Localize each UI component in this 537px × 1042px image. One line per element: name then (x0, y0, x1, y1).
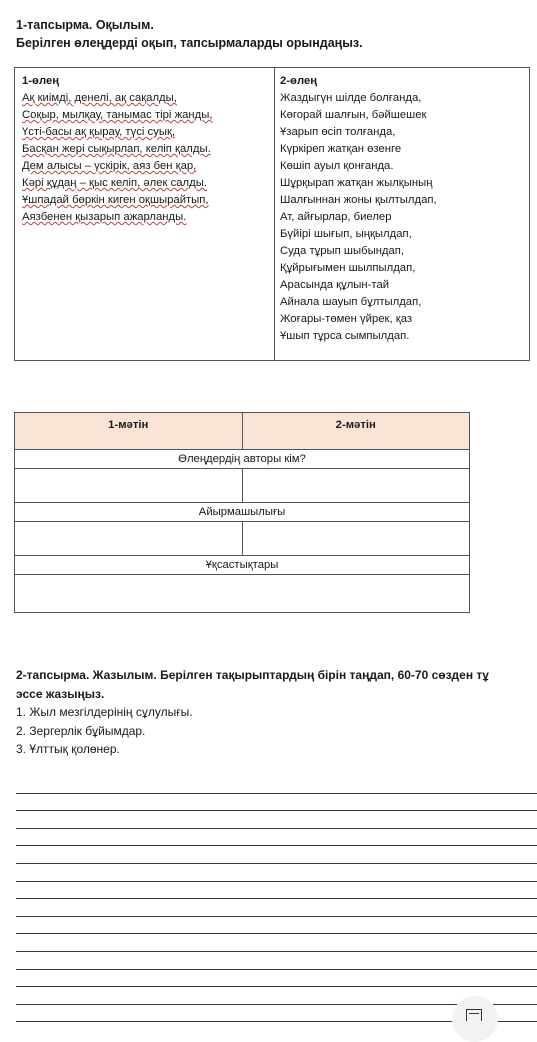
row-label-differences: Айырмашылығы (15, 503, 469, 522)
answer-line[interactable] (16, 934, 537, 952)
poem-1-line: Басқан жері сықырлап, келіп қалды. (22, 143, 211, 155)
answer-lines[interactable] (16, 776, 537, 1022)
answer-cell-text-2[interactable] (242, 522, 470, 555)
answer-line[interactable] (16, 882, 537, 900)
poem-2-line: Айнала шауып бұлтылдап, (280, 296, 422, 308)
poem-2-line: Ұшып тұрса сымпылдап. (280, 330, 410, 342)
poem-2-line: Күркіреп жатқан өзенге (280, 143, 402, 155)
answer-line[interactable] (16, 864, 537, 882)
poems-table (14, 67, 530, 361)
poems-divider (274, 68, 275, 360)
document-glyph-icon (466, 1009, 482, 1021)
poem-2-line: Құйрығымен шылпылдап, (280, 262, 416, 274)
poem-1-line: Ақ киімді, денелі, ақ сақалды, (22, 92, 177, 104)
poem-2-title: 2-өлең (280, 75, 318, 87)
task1-title: 1-тапсырма. Оқылым. (16, 18, 154, 32)
answer-cell-text-1[interactable] (15, 522, 242, 555)
answer-line[interactable] (16, 794, 537, 812)
poem-2-line: Ұзарып өсіп толғанда, (280, 126, 396, 138)
similarities-answer-row[interactable] (15, 575, 469, 612)
poem-2-line: Суда тұрып шыбындап, (280, 245, 405, 257)
document-icon[interactable] (452, 996, 498, 1042)
poem-2 (280, 73, 528, 345)
answer-line[interactable] (16, 970, 537, 988)
task1-instruction: Берілген өлеңдерді оқып, тапсырмаларды орындаңыз. (16, 36, 363, 50)
answer-line[interactable] (16, 917, 537, 935)
task2-title: 2-тапсырма. Жазылым. Берілген тақырыптардың бірін таңдап, 60-70 сөзден тұ (16, 668, 489, 682)
poem-1-line: Кәрі құдаң – қыс келіп, әлек салды. (22, 177, 207, 189)
poem-2-line: Жаздыгүн шілде болғанда, (280, 92, 422, 104)
answer-line[interactable] (16, 829, 537, 847)
task2-block (16, 666, 489, 759)
poem-1-line: Аязбенен қызарып ажарланды. (22, 211, 187, 223)
poem-1-line: Соқыр, мылқау, танымас тірі жанды, (22, 109, 213, 121)
row-label-similarities: Ұқсастықтары (15, 556, 469, 575)
topic-item: 1. Жыл мезгілдерінің сұлулығы. (16, 705, 193, 719)
col-header-text-2: 2-мәтін (242, 413, 470, 449)
answer-line[interactable] (16, 899, 537, 917)
comparison-header-row (15, 413, 469, 450)
answer-cell-text-2[interactable] (242, 469, 470, 502)
topic-item: 3. Ұлттық қолөнер. (16, 742, 120, 756)
poem-2-line: Шұрқырап жатқан жылқының (280, 177, 433, 189)
task1-header (16, 16, 363, 52)
poem-2-line: Бүйірі шығып, ыңқылдап, (280, 228, 412, 240)
poem-1 (22, 73, 270, 226)
answer-line[interactable] (16, 846, 537, 864)
poem-2-line: Ат, айғырлар, биелер (280, 211, 392, 223)
poem-1-line: Үсті-басы ақ қырау, түсі суық, (22, 126, 176, 138)
answer-line[interactable] (16, 952, 537, 970)
poem-1-title: 1-өлең (22, 75, 60, 87)
answer-line[interactable] (16, 776, 537, 794)
authors-answer-row (15, 469, 469, 503)
poem-2-line: Шалғыннан жоны қылтылдап, (280, 194, 437, 206)
poem-2-line: Арасында құлын-тай (280, 279, 390, 291)
poem-2-line: Көгорай шалғын, бәйшешек (280, 109, 427, 121)
differences-answer-row (15, 522, 469, 556)
poem-2-line: Жоғары-төмен үйрек, қаз (280, 313, 413, 325)
poem-1-line: Дем алысы – үскірік, аяз бен қар, (22, 160, 197, 172)
row-label-authors: Өлеңдердің авторы кім? (15, 450, 469, 469)
col-header-text-1: 1-мәтін (108, 419, 149, 431)
answer-line[interactable] (16, 811, 537, 829)
topic-item: 2. Зергерлік бұйымдар. (16, 723, 146, 738)
answer-cell-text-1[interactable] (15, 469, 242, 502)
comparison-table (14, 412, 470, 613)
poem-1-line: Ұшпадай бөркін киген оқшырайтып, (22, 194, 209, 206)
poem-2-line: Көшіп ауыл қонғанда. (280, 160, 394, 172)
task2-title-continued: эссе жазыңыз. (16, 686, 105, 701)
